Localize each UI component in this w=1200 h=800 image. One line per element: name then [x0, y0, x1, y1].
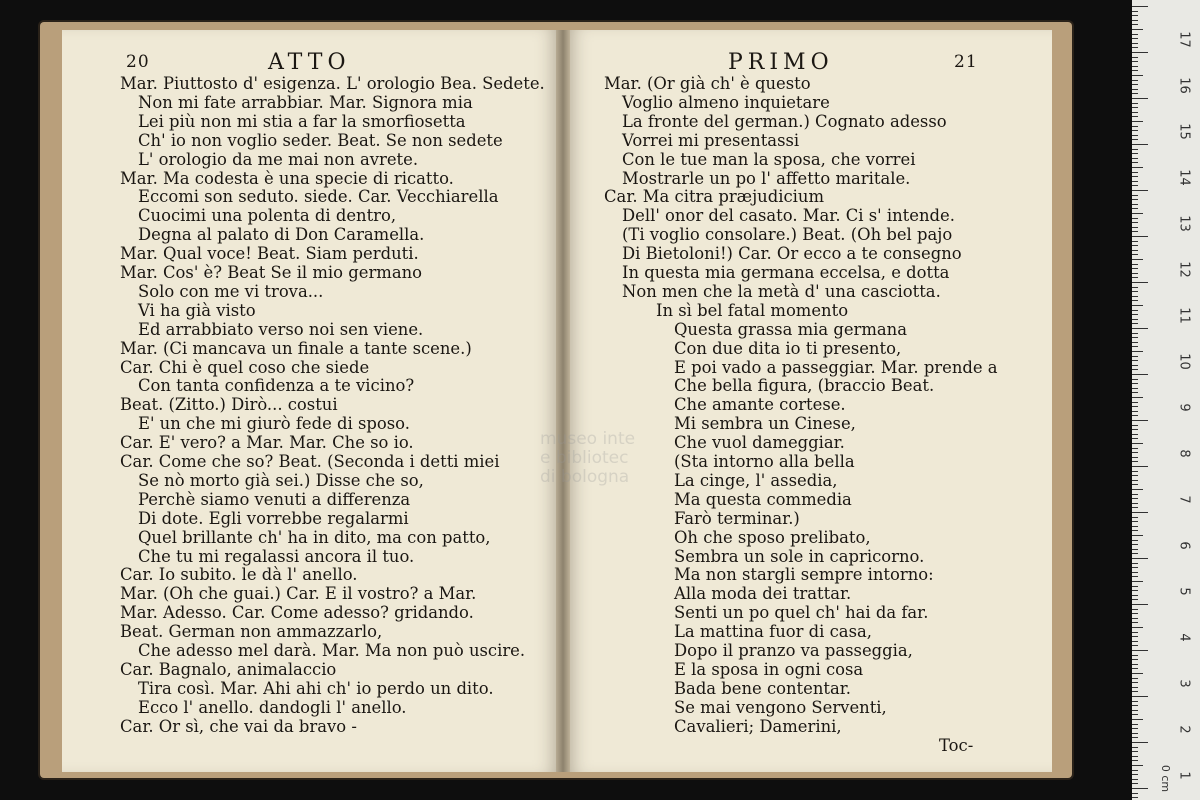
ruler-tick	[1132, 507, 1138, 508]
ruler-tick	[1132, 632, 1138, 633]
ruler-tick	[1132, 553, 1138, 554]
right-page-number: 21	[954, 52, 978, 72]
ruler-tick	[1132, 103, 1138, 104]
ruler-tick	[1132, 356, 1138, 357]
ruler-tick	[1132, 687, 1138, 688]
text-line: E la sposa in ogni cosa	[674, 659, 864, 679]
ruler-tick	[1132, 724, 1138, 725]
ruler-tick	[1132, 199, 1138, 200]
ruler-tick	[1132, 673, 1143, 674]
ruler-tick	[1132, 691, 1138, 692]
text-line: Oh che sposo prelibato,	[674, 527, 871, 547]
ruler-tick	[1132, 24, 1138, 25]
ruler-tick	[1132, 227, 1138, 228]
ruler-number: 3	[1176, 679, 1192, 688]
text-line: Che vuol dameggiar.	[674, 433, 845, 453]
ruler-tick	[1132, 668, 1138, 669]
ruler-tick	[1132, 84, 1138, 85]
ruler-number: 2	[1176, 725, 1192, 734]
ruler-tick	[1132, 613, 1138, 614]
ruler-tick	[1132, 765, 1143, 766]
ruler-tick	[1132, 489, 1143, 490]
ruler-tick	[1132, 466, 1148, 467]
ruler-tick	[1132, 402, 1138, 403]
left-page-number: 20	[126, 52, 150, 72]
text-line: Sembra un sole in capricorno.	[674, 546, 925, 566]
text-line: Car. Come che so? Beat. (Seconda i detti miei	[120, 452, 500, 471]
ruler-number: 17	[1176, 31, 1192, 48]
ruler-tick	[1132, 540, 1138, 541]
ruler-tick	[1132, 397, 1143, 398]
ruler-tick	[1132, 296, 1138, 297]
text-line: L' orologio da me mai non avrete.	[138, 149, 419, 169]
ruler-number: 10	[1176, 353, 1192, 370]
ruler-tick	[1132, 254, 1138, 255]
text-line: Perchè siamo venuti a differenza	[138, 489, 411, 509]
ruler-tick	[1132, 351, 1143, 352]
ruler-tick	[1132, 549, 1138, 550]
text-line: Cuocimi una polenta di dentro,	[138, 206, 397, 226]
ruler-tick	[1132, 6, 1148, 7]
ruler-tick	[1132, 774, 1138, 775]
ruler-tick	[1132, 245, 1138, 246]
ruler-tick	[1132, 218, 1138, 219]
text-line: Se nò morto già sei.) Disse che so,	[138, 470, 424, 490]
ruler-tick	[1132, 130, 1138, 131]
ruler-tick	[1132, 80, 1138, 81]
ruler-number: 15	[1176, 123, 1192, 140]
ruler-tick	[1132, 737, 1138, 738]
ruler-tick	[1132, 323, 1138, 324]
ruler-tick	[1132, 535, 1143, 536]
ruler-tick	[1132, 788, 1148, 789]
ruler-number: 11	[1176, 307, 1192, 324]
ruler-tick	[1132, 425, 1138, 426]
ruler-tick	[1132, 139, 1138, 140]
book-gutter	[556, 30, 570, 772]
text-line: Che bella figura, (braccio Beat.	[674, 376, 935, 396]
ruler-tick	[1132, 751, 1138, 752]
ruler-tick	[1132, 342, 1138, 343]
ruler-tick	[1132, 567, 1138, 568]
ruler-tick	[1132, 259, 1143, 260]
ruler-tick	[1132, 181, 1138, 182]
text-line: Con due dita io ti presento,	[674, 338, 902, 358]
text-line: Ma non stargli sempre intorno:	[674, 565, 934, 585]
ruler-tick	[1132, 406, 1138, 407]
text-line: Solo con me vi trova...	[138, 281, 324, 301]
ruler-tick	[1132, 11, 1138, 12]
text-line: Mar. (Oh che guai.) Car. E il vostro? a Mar.	[120, 584, 477, 604]
text-line: Mar. (Ci mancava un finale a tante scene.)	[120, 338, 472, 358]
text-line: La cinge, l' assedia,	[674, 470, 838, 490]
text-line: Tira così. Mar. Ahi ahi ch' io perdo un dito.	[138, 678, 494, 698]
text-line: Mar. Qual voce! Beat. Siam perduti.	[120, 244, 419, 264]
ruler-tick	[1132, 172, 1138, 173]
ruler-tick	[1132, 319, 1138, 320]
ruler-tick	[1132, 705, 1138, 706]
ruler-number: 13	[1176, 215, 1192, 232]
ruler-tick	[1132, 636, 1138, 637]
ruler-number: 9	[1176, 403, 1192, 412]
text-line: Mi sembra un Cinese,	[674, 414, 856, 434]
ruler-tick	[1132, 52, 1148, 53]
ruler-tick	[1132, 655, 1138, 656]
text-line: Beat. German non ammazzarlo,	[120, 622, 383, 642]
ruler-tick	[1132, 682, 1138, 683]
ruler-tick	[1132, 779, 1138, 780]
ruler-number: 6	[1176, 541, 1192, 550]
text-line: Dopo il pranzo va passeggia,	[674, 641, 913, 660]
text-line: Di dote. Egli vorrebbe regalarmi	[138, 508, 409, 528]
ruler-tick	[1132, 392, 1138, 393]
text-line: Lei più non mi stia a far la smorfiosetta	[138, 111, 466, 131]
ruler-tick	[1132, 47, 1138, 48]
ruler-tick	[1132, 208, 1138, 209]
ruler-tick	[1132, 383, 1138, 384]
ruler-tick	[1132, 89, 1138, 90]
ruler-tick	[1132, 590, 1138, 591]
ruler-tick	[1132, 231, 1138, 232]
ruler-tick	[1132, 503, 1138, 504]
ruler-tick	[1132, 544, 1138, 545]
text-line: Che tu mi regalassi ancora il tuo.	[138, 546, 415, 566]
ruler-tick	[1132, 121, 1143, 122]
ruler-tick	[1132, 719, 1143, 720]
ruler-tick	[1132, 641, 1138, 642]
ruler-tick	[1132, 167, 1143, 168]
ruler-tick	[1132, 144, 1148, 145]
watermark: museo inte e bibliotec di bologna	[540, 429, 636, 487]
ruler-number: 1	[1176, 771, 1192, 780]
text-line: E' un che mi giurò fede di sposo.	[138, 414, 410, 434]
ruler-tick	[1132, 176, 1138, 177]
text-line: Cavalieri; Damerini,	[674, 716, 842, 736]
ruler-tick	[1132, 595, 1138, 596]
text-line: Mar. Piuttosto d' esigenza. L' orologio Bea. Sedete.	[120, 74, 545, 93]
ruler-tick	[1132, 162, 1138, 163]
ruler-tick	[1132, 434, 1138, 435]
ruler-tick	[1132, 66, 1138, 67]
ruler-tick	[1132, 93, 1138, 94]
ruler-tick	[1132, 287, 1138, 288]
ruler-tick	[1132, 494, 1138, 495]
ruler-tick	[1132, 305, 1143, 306]
ruler-tick	[1132, 273, 1138, 274]
ruler-tick	[1132, 747, 1138, 748]
ruler-tick	[1132, 484, 1138, 485]
ruler-tick	[1132, 558, 1148, 559]
text-line: Senti un po quel ch' hai da far.	[674, 603, 929, 623]
ruler-tick	[1132, 581, 1143, 582]
ruler-tick	[1132, 185, 1138, 186]
ruler-number: 12	[1176, 261, 1192, 278]
ruler-tick	[1132, 360, 1138, 361]
ruler-tick	[1132, 461, 1138, 462]
text-line: Eccomi son seduto. siede. Car. Vecchiarella	[138, 187, 499, 207]
text-line: Ch' io non voglio seder. Beat. Se non sedete	[138, 130, 503, 150]
text-line: Che amante cortese.	[674, 395, 846, 415]
ruler-tick	[1132, 429, 1138, 430]
ruler-tick	[1132, 664, 1138, 665]
ruler-tick	[1132, 291, 1138, 292]
ruler-number: 5	[1176, 587, 1192, 596]
ruler-tick	[1132, 443, 1143, 444]
ruler-tick	[1132, 448, 1138, 449]
text-line: Mar. Adesso. Car. Come adesso? gridando.	[120, 603, 474, 623]
ruler-tick	[1132, 264, 1138, 265]
text-line: Car. Bagnalo, animalaccio	[120, 659, 337, 679]
text-line: La mattina fuor di casa,	[674, 622, 872, 642]
ruler-tick	[1132, 190, 1148, 191]
ruler-tick	[1132, 498, 1138, 499]
ruler-tick	[1132, 678, 1138, 679]
ruler-tick	[1132, 576, 1138, 577]
ruler-tick	[1132, 471, 1138, 472]
text-line: Se mai vengono Serventi,	[674, 697, 887, 717]
ruler-tick	[1132, 158, 1138, 159]
ruler-tick	[1132, 149, 1138, 150]
text-line: In questa mia germana eccelsa, e dotta	[622, 263, 950, 282]
ruler-tick	[1132, 70, 1138, 71]
ruler-tick	[1132, 609, 1138, 610]
ruler-tick	[1132, 268, 1138, 269]
ruler-tick	[1132, 57, 1138, 58]
ruler-tick	[1132, 563, 1138, 564]
ruler-tick	[1132, 310, 1138, 311]
ruler-tick	[1132, 627, 1143, 628]
text-line: Con le tue man la sposa, che vorrei	[622, 149, 916, 169]
ruler-tick	[1132, 38, 1138, 39]
ruler-tick	[1132, 415, 1138, 416]
text-line: Car. Io subito. le dà l' anello.	[120, 565, 358, 585]
ruler-number: 8	[1176, 449, 1192, 458]
text-line: Mar. Cos' è? Beat Se il mio germano	[120, 263, 423, 282]
text-line: Quel brillante ch' ha in dito, ma con patto,	[138, 527, 491, 547]
text-line: In sì bel fatal momento	[656, 300, 849, 320]
text-line: Bada bene contentar.	[674, 678, 851, 698]
ruler-tick	[1132, 369, 1138, 370]
text-line: E poi vado a passeggiar. Mar. prende a	[674, 357, 998, 377]
ruler-tick	[1132, 43, 1138, 44]
text-line: Car. Or sì, che vai da bravo -	[120, 716, 357, 736]
ruler-tick	[1132, 526, 1138, 527]
ruler-tick	[1132, 599, 1138, 600]
ruler-tick	[1132, 282, 1148, 283]
ruler-tick	[1132, 728, 1138, 729]
right-running-head: PRIMO	[728, 50, 834, 75]
ruler-number: 4	[1176, 633, 1192, 642]
ruler-tick	[1132, 622, 1138, 623]
ruler-tick	[1132, 75, 1143, 76]
ruler-number: 7	[1176, 495, 1192, 504]
ruler-tick	[1132, 517, 1138, 518]
text-line: Degna al palato di Don Caramella.	[138, 225, 425, 245]
ruler-tick	[1132, 374, 1148, 375]
ruler-tick	[1132, 480, 1138, 481]
ruler-tick	[1132, 521, 1138, 522]
ruler-number: 16	[1176, 77, 1192, 94]
left-running-head: ATTO	[268, 50, 351, 75]
text-line: Ed arrabbiato verso noi sen viene.	[138, 319, 424, 339]
ruler-tick	[1132, 107, 1138, 108]
ruler-tick	[1132, 112, 1138, 113]
text-line: Toc-	[939, 735, 974, 755]
ruler-tick	[1132, 300, 1138, 301]
ruler-tick	[1132, 710, 1138, 711]
ruler-tick	[1132, 411, 1138, 412]
ruler-tick	[1132, 250, 1138, 251]
ruler-tick	[1132, 756, 1138, 757]
ruler-tick	[1132, 586, 1138, 587]
ruler-number: 14	[1176, 169, 1192, 186]
ruler-tick	[1132, 379, 1138, 380]
ruler-tick	[1132, 213, 1143, 214]
ruler-tick	[1132, 714, 1138, 715]
ruler-tick	[1132, 420, 1148, 421]
ruler-tick	[1132, 438, 1138, 439]
ruler-tick	[1132, 659, 1138, 660]
text-line: Mostrarle un po l' affetto maritale.	[622, 168, 911, 188]
ruler-tick	[1132, 452, 1138, 453]
ruler-tick	[1132, 618, 1138, 619]
text-line: Car. Ma citra præjudicium	[604, 187, 824, 207]
ruler-tick	[1132, 15, 1138, 16]
ruler-tick	[1132, 29, 1143, 30]
ruler-tick	[1132, 365, 1138, 366]
ruler-tick	[1132, 650, 1148, 651]
ruler-tick	[1132, 61, 1138, 62]
ruler-tick	[1132, 797, 1138, 798]
ruler-tick	[1132, 512, 1148, 513]
text-line: Questa grassa mia germana	[674, 319, 908, 339]
text-line: Che adesso mel darà. Mar. Ma non può uscire.	[138, 641, 526, 660]
ruler-unit: 0 cm	[1159, 764, 1173, 793]
ruler-tick	[1132, 314, 1138, 315]
ruler-tick	[1132, 126, 1138, 127]
text-line: Vi ha già visto	[138, 300, 256, 320]
ruler-tick	[1132, 135, 1138, 136]
ruler-tick	[1132, 34, 1138, 35]
text-line: Car. Chi è quel coso che siede	[120, 357, 370, 377]
ruler-tick	[1132, 20, 1138, 21]
ruler-tick	[1132, 333, 1138, 334]
ruler-tick	[1132, 388, 1138, 389]
text-line: Mar. Ma codesta è una specie di ricatto.	[120, 168, 454, 188]
ruler-tick	[1132, 770, 1138, 771]
ruler-tick	[1132, 793, 1138, 794]
ruler-tick	[1132, 204, 1138, 205]
ruler-tick	[1132, 572, 1138, 573]
text-line: Dell' onor del casato. Mar. Ci s' intende.	[622, 206, 955, 226]
ruler-tick	[1132, 530, 1138, 531]
text-line: Ma questa commedia	[674, 489, 852, 509]
text-line: Beat. (Zitto.) Dirò... costui	[120, 395, 338, 415]
measuring-ruler	[1132, 0, 1200, 800]
ruler-tick	[1132, 696, 1148, 697]
text-line: Alla moda dei trattar.	[674, 584, 852, 604]
ruler-tick	[1132, 337, 1138, 338]
ruler-tick	[1132, 733, 1138, 734]
ruler-tick	[1132, 222, 1138, 223]
text-line: (Sta intorno alla bella	[674, 452, 855, 471]
ruler-tick	[1132, 195, 1138, 196]
ruler-tick	[1132, 604, 1148, 605]
text-line: Non mi fate arrabbiar. Mar. Signora mia	[138, 92, 473, 112]
ruler-tick	[1132, 328, 1148, 329]
ruler-tick	[1132, 760, 1138, 761]
ruler-tick	[1132, 475, 1138, 476]
text-line: Voglio almeno inquietare	[622, 92, 830, 112]
text-line: Di Bietoloni!) Car. Or ecco a te consegno	[622, 244, 962, 264]
ruler-tick	[1132, 783, 1138, 784]
text-line: Con tanta confidenza a te vicino?	[138, 376, 415, 396]
text-line: Non men che la metà d' una casciotta.	[622, 281, 941, 301]
ruler-tick	[1132, 457, 1138, 458]
ruler-tick	[1132, 277, 1138, 278]
ruler-tick	[1132, 98, 1148, 99]
ruler-tick	[1132, 346, 1138, 347]
ruler-tick	[1132, 116, 1138, 117]
text-line: Vorrei mi presentassi	[622, 130, 800, 150]
text-line: (Ti voglio consolare.) Beat. (Oh bel pajo	[622, 225, 953, 245]
ruler-tick	[1132, 236, 1148, 237]
text-line: Mar. (Or già ch' è questo	[604, 74, 811, 93]
ruler-tick	[1132, 153, 1138, 154]
ruler-tick	[1132, 645, 1138, 646]
ruler-tick	[1132, 701, 1138, 702]
ruler-tick	[1132, 241, 1138, 242]
text-line: Farò terminar.)	[674, 508, 800, 528]
text-line: La fronte del german.) Cognato adesso	[622, 111, 947, 131]
ruler-tick	[1132, 742, 1148, 743]
text-line: Ecco l' anello. dandogli l' anello.	[138, 697, 407, 717]
text-line: Car. E' vero? a Mar. Mar. Che so io.	[120, 433, 414, 453]
